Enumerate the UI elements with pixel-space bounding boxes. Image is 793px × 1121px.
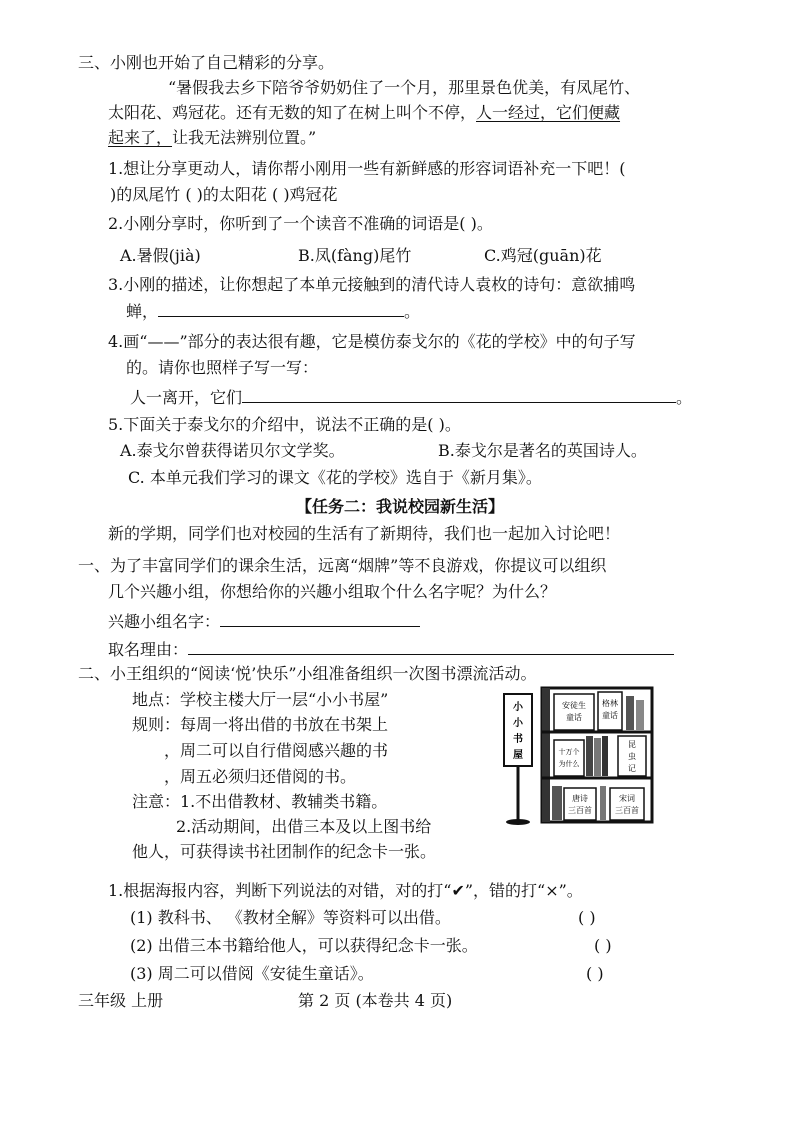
sign-char-4: 屋 — [513, 750, 523, 761]
book-tang-poems — [564, 788, 596, 820]
section3-heading: 三、小刚也开始了自己精彩的分享。 — [78, 53, 335, 72]
judge-item-3-answer[interactable]: ( ) — [586, 964, 604, 983]
quote-line-2-plain: 太阳花、鸡冠花。还有无数的知了在树上叫个不停， — [108, 103, 477, 122]
sign-char-1: 小 — [513, 702, 523, 713]
group-name-row — [108, 611, 420, 633]
question-4-prefix: 人一离开，它们 — [130, 388, 243, 407]
judge-item-1-answer[interactable]: ( ) — [578, 908, 596, 927]
question-5: 5.下面关于泰戈尔的介绍中，说法不正确的是( )。 — [108, 415, 461, 434]
question-3-prefix: 蝉， — [126, 302, 159, 321]
quote-underlined-part-end: 起来了， — [108, 128, 173, 147]
poster-rule-line-1: 规则：每周一将出借的书放在书架上 — [132, 715, 389, 734]
part-1-line-1: 一、为了丰富同学们的课余生活，远离“烟牌”等不良游戏，你提议可以组织 — [78, 556, 607, 575]
question-5-option-b[interactable]: B.泰戈尔是著名的英国诗人。 — [438, 441, 647, 460]
book-whys-line-1: 十万个 — [558, 748, 580, 756]
part-1-line-2: 几个兴趣小组，你想给你的兴趣小组取个什么名字呢？为什么？ — [108, 582, 557, 601]
question-4-end: 。 — [676, 388, 693, 407]
quote-line-3-plain: 让我无法辨别位置。” — [172, 128, 317, 147]
task-2-title: 【任务二：我说校园新生活】 — [296, 497, 505, 516]
group-name-blank[interactable] — [220, 612, 420, 627]
quote-underlined-part: 人一经过，它们便藏 — [476, 103, 621, 122]
book-andersen-line-2: 童话 — [566, 713, 582, 722]
question-4-answer-blank[interactable] — [242, 388, 676, 403]
group-name-label: 兴趣小组名字： — [108, 612, 221, 631]
book-insects-line-1: 昆 — [628, 740, 636, 749]
book-whys-line-2: 为什么 — [558, 760, 580, 768]
book-andersen-line-1: 安徒生 — [562, 701, 586, 710]
question-2: 2.小刚分享时，你听到了一个读音不准确的词语是( )。 — [108, 214, 493, 233]
book-song-line-1: 宋词 — [619, 794, 635, 803]
book-spine — [600, 786, 606, 820]
book-spine — [602, 736, 608, 776]
judge-item-2-answer[interactable]: ( ) — [594, 936, 612, 955]
poster-place: 地点：学校主楼大厅一层“小小书屋” — [132, 690, 389, 709]
book-spine — [594, 738, 601, 776]
quote-line-1: “暑假我去乡下陪爷爷奶奶住了一个月，那里景色优美，有凤尾竹、 — [168, 78, 641, 97]
book-insects-line-2: 虫 — [628, 752, 636, 761]
shelf-left-side — [542, 688, 550, 822]
question-4-line-2: 的。请你也照样子写一写： — [126, 358, 319, 377]
quote-line-3 — [108, 127, 316, 149]
book-spine — [636, 700, 644, 730]
reason-label: 取名理由： — [108, 640, 189, 659]
poster-note-line-1: 注意：1.不出借教材、教辅类书籍。 — [132, 792, 388, 811]
sign-char-2: 小 — [513, 718, 523, 729]
question-5-option-a[interactable]: A.泰戈尔曾获得诺贝尔文学奖。 — [120, 441, 345, 460]
poster-note-line-3: 他人，可获得读书社团制作的纪念卡一张。 — [132, 842, 437, 861]
poster-rule-line-3: ，周五必须归还借阅的书。 — [164, 767, 357, 786]
book-spine — [626, 696, 634, 730]
judge-item-2-text: (2) 出借三本书籍给他人，可以获得纪念卡一张。 — [130, 936, 478, 955]
question-4-line-3 — [130, 387, 692, 409]
book-spine — [552, 786, 562, 820]
poster-rule-line-2: ，周二可以自行借阅感兴趣的书 — [164, 741, 389, 760]
question-5-option-c[interactable]: C. 本单元我们学习的课文《花的学校》选自于《新月集》。 — [128, 468, 542, 487]
book-insects-line-3: 记 — [628, 764, 636, 773]
question-3-line-1: 3.小刚的描述，让你想起了本单元接触到的清代诗人袁枚的诗句：意欲捕鸣 — [108, 275, 636, 294]
question-2-option-c[interactable]: C.鸡冠(guān)花 — [484, 246, 602, 265]
question-3-end: 。 — [404, 302, 421, 321]
reason-blank[interactable] — [188, 640, 674, 655]
question-4-line-1: 4.画“——”部分的表达很有趣，它是模仿泰戈尔的《花的学校》中的句子写 — [108, 332, 636, 351]
task-2-intro: 新的学期，同学们也对校园的生活有了新期待，我们也一起加入讨论吧！ — [108, 524, 621, 543]
footer-page-number: 第 2 页 (本卷共 4 页) — [298, 991, 453, 1010]
book-grimm-line-1: 格林 — [602, 699, 618, 708]
part-2-heading: 二、小王组织的“阅读‘悦’快乐”小组准备组织一次图书漂流活动。 — [78, 664, 537, 683]
book-grimm-line-2: 童话 — [602, 711, 618, 720]
book-hundred-thousand-whys — [554, 740, 584, 776]
quote-line-2 — [108, 102, 620, 124]
book-tang-line-1: 唐诗 — [572, 794, 588, 803]
judge-item-1-text: (1) 教科书、 《教材全解》等资料可以出借。 — [130, 908, 451, 927]
question-2-option-a[interactable]: A.暑假(jià) — [120, 246, 201, 265]
question-3-line-2 — [126, 301, 420, 323]
question-1-line-2[interactable]: )的凤尾竹 ( )的太阳花 ( )鸡冠花 — [110, 185, 338, 204]
book-andersen — [554, 694, 594, 730]
footer-grade: 三年级 上册 — [78, 991, 164, 1010]
book-song-lyrics — [610, 788, 644, 820]
judge-item-3-text: (3) 周二可以借阅《安徒生童话》。 — [130, 964, 374, 983]
bookshelf-illustration — [500, 686, 656, 828]
question-2-option-b[interactable]: B.凤(fàng)尾竹 — [298, 246, 412, 265]
sign-base — [506, 819, 530, 825]
question-3-answer-blank[interactable] — [158, 302, 404, 317]
reason-row — [108, 639, 674, 661]
book-spine — [586, 736, 593, 776]
part-2-question-1: 1.根据海报内容，判断下列说法的对错，对的打“✔”，错的打“×”。 — [108, 881, 583, 900]
book-song-line-2: 三百首 — [615, 806, 639, 815]
book-tang-line-2: 三百首 — [568, 806, 592, 815]
poster-note-line-2: 2.活动期间，出借三本及以上图书给 — [176, 817, 432, 836]
sign-char-3: 书 — [513, 734, 523, 745]
question-1-line-1: 1.想让分享更动人，请你帮小刚用一些有新鲜感的形容词语补充一下吧！( — [108, 159, 626, 178]
